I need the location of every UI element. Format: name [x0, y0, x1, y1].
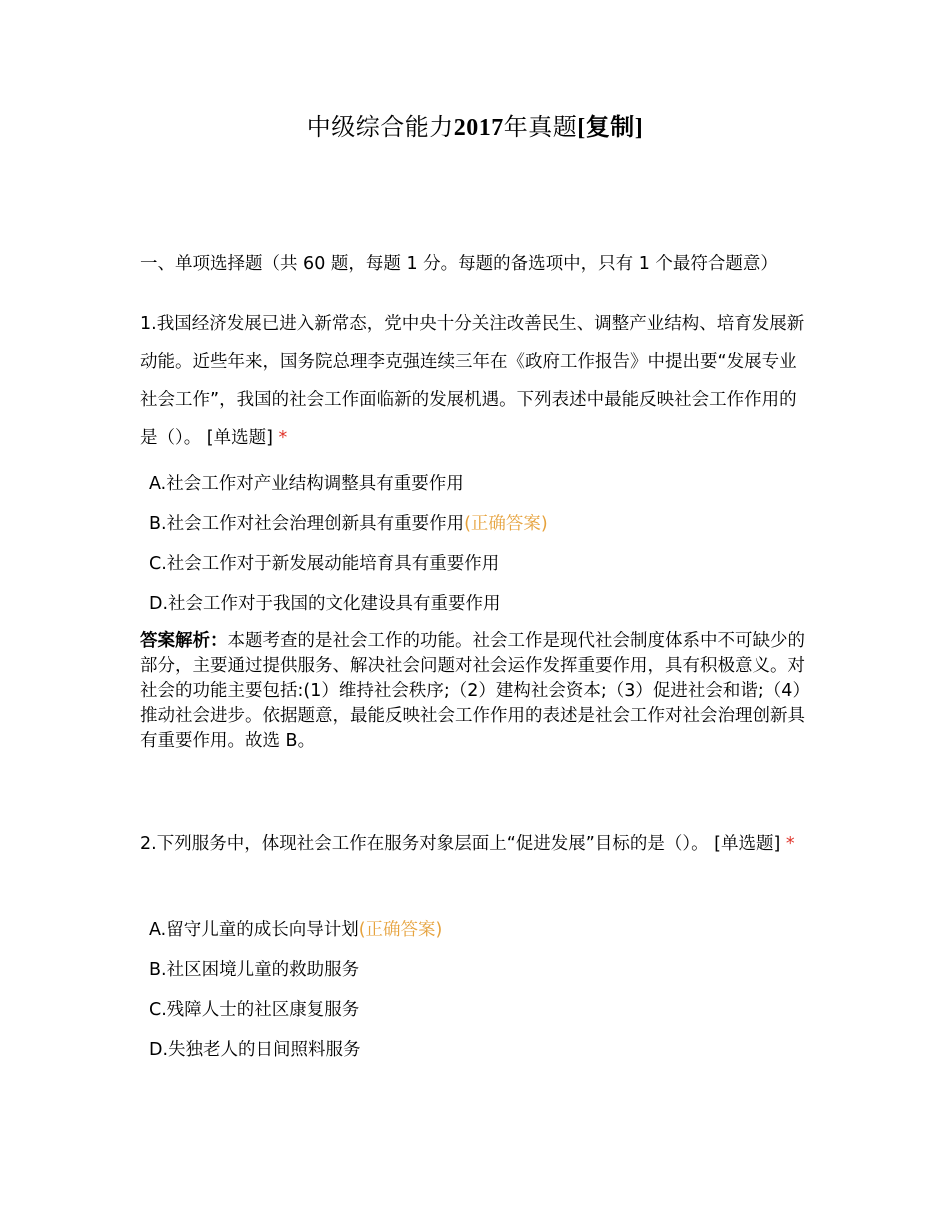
question-1-option-d[interactable] [149, 587, 829, 627]
question-1-stem [140, 305, 812, 457]
question-1-option-c[interactable] [149, 547, 829, 587]
analysis-text: 本题考查的是社会工作的功能。社会工作是现代社会制度体系中不可缺少的部分，主要通过提供服务、解决社会问题对社会运作发挥重要作用，具有积极意义。对社会的功能主要包括:(1）维持社会秩序;（2）建构社会资本;（3）促进社会和谐;（4）推动社会进步。依据题意，最能反映社会工作作用的表述是社会工作对社会治理创新具有重要作用。故选 B。 [140, 631, 810, 751]
option-text: D.失独老人的日间照料服务 [149, 1040, 361, 1060]
section-heading: 一、单项选择题（共 60 题，每题 1 分。每题的备选项中，只有 1 个最符合题意） [140, 254, 778, 274]
option-text: B.社会工作对社会治理创新具有重要作用 [149, 514, 465, 534]
question-2-option-a[interactable] [149, 913, 829, 953]
question-1-options [149, 467, 829, 627]
analysis-label: 答案解析： [140, 631, 228, 651]
question-1-analysis [140, 629, 812, 754]
option-text: D.社会工作对于我国的文化建设具有重要作用 [149, 594, 501, 614]
title-suffix: [复制] [577, 115, 644, 141]
title-prefix: 中级综合能力 [306, 113, 454, 141]
question-2-option-d[interactable] [149, 1033, 829, 1073]
option-text: C.社会工作对于新发展动能培育具有重要作用 [149, 554, 500, 574]
required-mark: * [278, 428, 288, 448]
question-1-option-b[interactable] [149, 507, 829, 547]
question-2-option-c[interactable] [149, 993, 829, 1033]
question-2-stem [140, 825, 812, 863]
option-text: B.社区困境儿童的救助服务 [149, 960, 360, 980]
question-2-option-b[interactable] [149, 953, 829, 993]
required-mark: * [785, 834, 795, 854]
correct-answer-tag: (正确答案) [464, 514, 548, 534]
title-year: 2017 [453, 115, 504, 141]
option-text: A.社会工作对产业结构调整具有重要作用 [149, 474, 464, 494]
question-2-options [149, 913, 829, 1073]
correct-answer-tag: (正确答案) [358, 920, 443, 940]
option-text: C.残障人士的社区康复服务 [149, 1000, 360, 1020]
page-title [0, 110, 950, 145]
title-mid: 年真题 [503, 113, 578, 141]
question-1-text: 1.我国经济发展已进入新常态，党中央十分关注改善民生、调整产业结构、培育发展新动能。近些年来，国务院总理李克强连续三年在《政府工作报告》中提出要“发展专业社会工作”，我国的社会工作面临新的发展机遇。下列表述中最能反映社会工作作用的是（）。 [单选题] [140, 314, 805, 448]
question-1-option-a[interactable] [149, 467, 829, 507]
question-2-text: 2.下列服务中，体现社会工作在服务对象层面上“促进发展”目标的是（）。 [单选题] [140, 834, 781, 854]
option-text: A.留守儿童的成长向导计划 [149, 920, 359, 940]
